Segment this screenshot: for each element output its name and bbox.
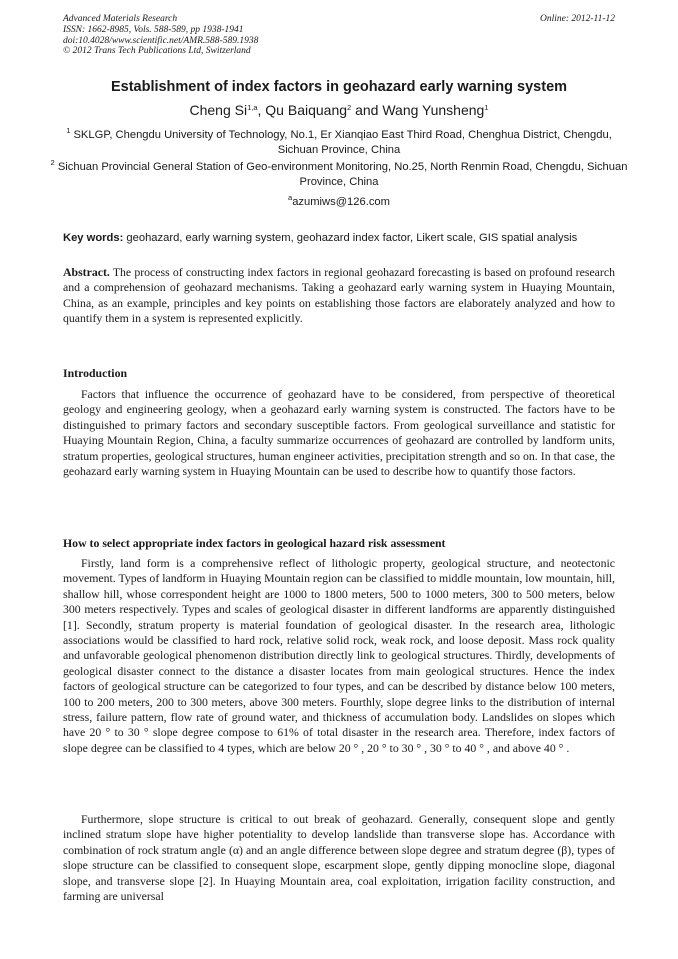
author-name: Cheng Si bbox=[189, 102, 248, 118]
paragraph: Factors that influence the occurrence of geohazard have to be considered, from perspective of theoretical geology and engineering geology, when a geohazard early warning system is constructed. The factors have to be distinguished to primary factors and secondary susceptible factors. From geological surveillance and statistic for Huaying Mountain Region, China, a faculty summarize occurrences of geohazard are controlled by landform units, stratum properties, geological structures, human engineer activities, precipitation strength and so on. In that case, the geohazard early warning system in Huaying Mountain can be used to describe how to quantify those factors. bbox=[63, 387, 615, 479]
doi-line: doi:10.4028/www.scientific.net/AMR.588-589.1938 bbox=[63, 35, 259, 46]
affiliation-2: $^2$ Sichuan Provincial General Station of Geo-environment Monitoring, No.25, North Renmin Road, Chengdu, Sichuan Province, China bbox=[50, 158, 628, 188]
section-introduction bbox=[63, 387, 615, 479]
abstract-label: Abstract. bbox=[63, 265, 110, 279]
journal-name: Advanced Materials Research bbox=[63, 14, 178, 24]
section-heading-index-factors: How to select appropriate index factors in geological hazard risk assessment bbox=[63, 536, 446, 550]
author-sup: 1 bbox=[484, 103, 489, 112]
journal-header bbox=[63, 14, 615, 57]
section-heading-introduction: Introduction bbox=[63, 366, 128, 380]
paper-title: Establishment of index factors in geohazard early warning system bbox=[110, 79, 568, 95]
author-name: Qu Baiquang bbox=[265, 102, 348, 118]
affiliation-1: $^1$ SKLGP, Chengdu University of Technology, No.1, Er Xianqiao East Third Road, Chenghua District, Chengdu, Sichuan Province, China bbox=[66, 126, 612, 156]
section-index-factors bbox=[63, 556, 615, 756]
author-sup: 2 bbox=[347, 103, 352, 112]
author-name: Wang Yunsheng bbox=[382, 102, 485, 118]
abstract bbox=[63, 265, 615, 327]
author-sup: 1,a bbox=[247, 103, 258, 112]
keywords-text: geohazard, early warning system, geohazard index factor, Likert scale, GIS spatial analysis bbox=[126, 232, 578, 244]
keywords-label: Key words: bbox=[63, 232, 124, 244]
issn-line: ISSN: 1662-8985, Vols. 588-589, pp 1938-1941 bbox=[63, 24, 244, 35]
section-index-factors-cont bbox=[63, 812, 615, 904]
online-date: Online: 2012-11-12 bbox=[539, 14, 615, 24]
copyright-line: © 2012 Trans Tech Publications Ltd, Switzerland bbox=[63, 46, 251, 57]
author-email[interactable]: $^a$azumiws@126.com bbox=[288, 193, 390, 208]
paragraph: Firstly, land form is a comprehensive reflect of lithologic property, geological structure, and neotectonic movement. Types of landform in Huaying Mountain region can be classified to middle mountain, low mountain, hill, shallow hill, whose correspondent height are 1000 to 1800 meters, 500 to 1000 meters, 300 to 500 meters, below 300 meters respectively. Types and scales of geological disaster in different landforms are apparently distinguished [1]. Secondly, stratum property is material foundation of geological disaster. In the research area, lithologic associations would be classified to hard rock, relative solid rock, weak rock, and loose deposit. Mass rock quality and unfavorable geological phenomenon distribution directly link to geological structures. Thirdly, developments of geological disaster connect to the distance a disaster locates from main geological structures. Hence the index factors of geological structure can be categorized to four types, and can be described by distance below 100 meters, 100 to 200 meters, 200 to 300 meters, above 300 meters. Fourthly, slope degree links to the distribution of internal stress, failure pattern, flow rate of ground water, and thickness of accumulation body. Landslides on slopes which have 20 ° to 30 ° slope degree compose to 61% of total disaster in the research area. Therefore, index factors of slope degree can be classified to 4 types, which are below 20 ° , 20 ° to 30 ° , 30 ° to 40 ° , and above 40 ° . bbox=[63, 556, 615, 755]
author-list: Cheng Si$^{1,a}$, Qu Baiquang$^2$ and Wang Yunsheng$^1$ bbox=[189, 102, 489, 118]
abstract-text: The process of constructing index factors in regional geohazard forecasting is based on profound research and a comprehension of geohazard mechanisms. Taking a geohazard early warning system in Huaying Mountain, China, as an example, principles and key points on establishing those factors are elaborately analyzed and how to quantify them in a system is represented explicitly. bbox=[63, 265, 615, 326]
keywords bbox=[63, 232, 615, 246]
paragraph: Furthermore, slope structure is critical to out break of geohazard. Generally, consequent slope and gently inclined stratum slope have higher potentiality to develop landslide than transverse slope has. Accordance with combination of rock stratum angle (α) and an angle difference between slope degree and stratum degree (β), types of slope structure can be classified to consequent slope, escarpment slope, gently dipping monocline slope, diagonal slope, and transverse slope [2]. In Huaying Mountain area, coal exploitation, irrigation facility construction, and farming are universal bbox=[63, 812, 615, 904]
